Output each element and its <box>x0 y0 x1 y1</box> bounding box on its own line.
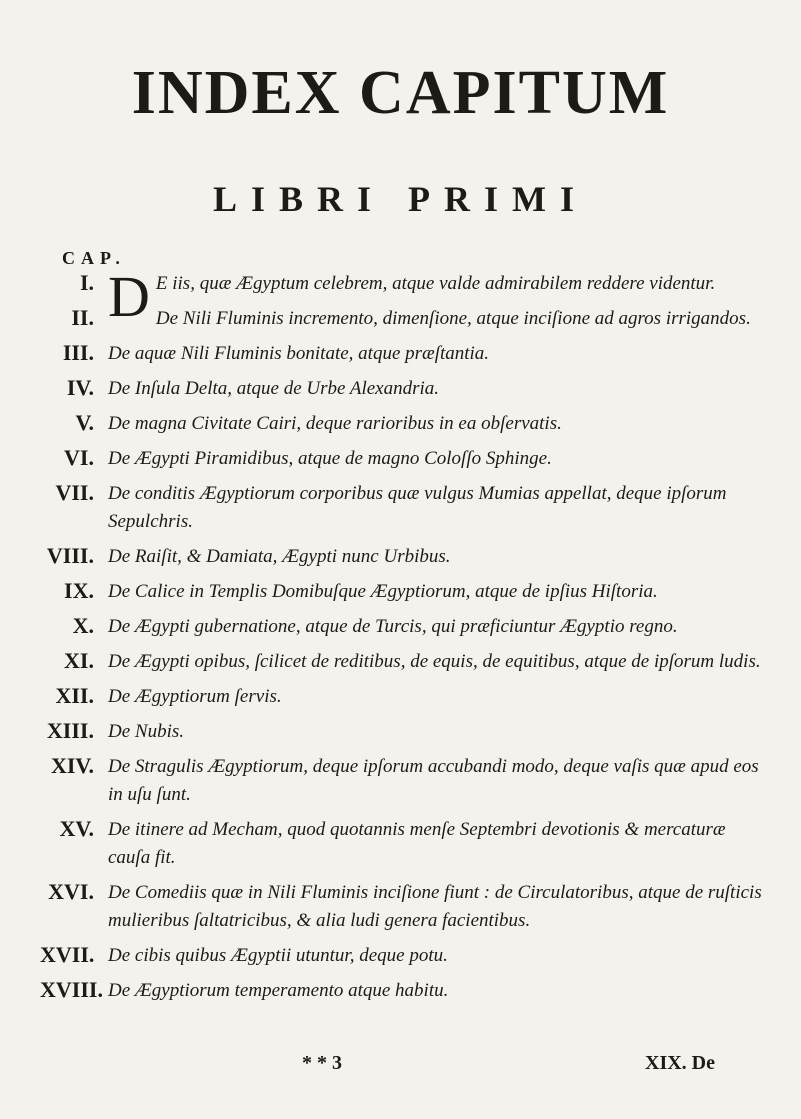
chapter-number: XII. <box>55 683 94 708</box>
chapter-number: XIV. <box>50 753 94 778</box>
signature-mark: * * 3 <box>302 1052 342 1074</box>
chapter-title <box>108 977 770 1005</box>
chapter-entry <box>40 816 770 872</box>
chapter-title-text: De Ægypti opibus, ſcilicet de reditibus, de equis, de equitibus, atque de ipſorum ludis. <box>108 651 761 672</box>
chapter-title <box>108 445 770 473</box>
chapter-title-text: De Ægyptiorum temperamento atque habitu. <box>108 980 449 1001</box>
chapter-title-text: De Nubis. <box>108 721 184 742</box>
chapter-title-text: De cibis quibus Ægyptii utuntur, deque potu. <box>108 945 448 966</box>
chapter-title <box>108 753 770 809</box>
chapter-number: VIII. <box>46 543 94 568</box>
chapter-entry <box>40 375 770 403</box>
chapter-title-text: De magna Civitate Cairi, deque rarioribus in ea obſervatis. <box>108 413 562 434</box>
chapter-title <box>108 718 770 746</box>
chapter-entry <box>40 340 770 368</box>
chapter-number: XVII. <box>40 942 95 967</box>
chapter-entry <box>40 718 770 746</box>
chapter-title <box>108 305 770 333</box>
chapter-title <box>108 613 770 641</box>
chapter-entry <box>40 480 770 536</box>
chapter-entry <box>40 879 770 935</box>
chapter-title <box>108 480 770 536</box>
chapter-title-text: De itinere ad Mecham, quod quotannis menſe Septembri devotionis & mercaturæ cauſa fit. <box>108 819 726 868</box>
chapter-title <box>108 879 770 935</box>
chapter-number: I. <box>79 270 94 295</box>
chapter-label: CAP. <box>62 248 126 268</box>
chapter-number: XVIII. <box>40 977 103 1002</box>
chapter-entry <box>40 410 770 438</box>
chapter-title <box>108 683 770 711</box>
chapter-title-text: De Nili Fluminis incremento, dimenſione, atque inciſione ad agros irrigandos. <box>155 308 751 329</box>
chapter-title-text: E iis, quæ Ægyptum celebrem, atque valde admirabilem reddere videntur. <box>155 273 716 294</box>
chapter-number: VII. <box>55 480 94 505</box>
chapter-number: XIII. <box>46 718 94 743</box>
chapter-title-text: De Ægypti gubernatione, atque de Turcis, qui præficiuntur Ægyptio regno. <box>108 616 678 637</box>
chapter-entry <box>40 578 770 606</box>
chapter-title-text: De conditis Ægyptiorum corporibus quæ vulgus Mumias appellat, deque ipſorum Sepulchris. <box>108 483 727 532</box>
chapter-number: X. <box>72 613 94 638</box>
page-footer <box>0 1052 801 1082</box>
chapter-number: V. <box>75 410 94 435</box>
chapter-number: XVI. <box>48 879 94 904</box>
chapter-number: II. <box>71 305 94 330</box>
chapter-number: IV. <box>66 375 94 400</box>
chapter-number: XI. <box>64 648 94 673</box>
chapter-title-text: De Stragulis Ægyptiorum, deque ipſorum accubandi modo, deque vaſis quæ apud eos in uſu ſunt. <box>108 756 759 805</box>
chapter-entry <box>40 753 770 809</box>
chapter-title <box>108 340 770 368</box>
chapter-title <box>108 578 770 606</box>
chapter-entry <box>40 648 770 676</box>
chapter-title-text: De Raiſit, & Damiata, Ægypti nunc Urbibus. <box>108 546 451 567</box>
chapter-title-text: De Comediis quæ in Nili Fluminis inciſione fiunt : de Circulatoribus, atque de ruſticis mulieribus ſaltatricibus, & alia ludi genera facientibus. <box>108 882 762 931</box>
chapter-title <box>108 648 770 676</box>
chapter-title-text: De Inſula Delta, atque de Urbe Alexandria. <box>108 378 440 399</box>
chapter-title <box>108 543 770 571</box>
page-title: INDEX CAPITUM <box>131 59 670 127</box>
chapter-title <box>108 816 770 872</box>
drop-cap: D <box>108 264 150 329</box>
chapter-entry <box>40 942 770 970</box>
chapter-entry <box>40 683 770 711</box>
chapter-title <box>108 942 770 970</box>
chapter-title-text: De Ægypti Piramidibus, atque de magno Coloſſo Sphinge. <box>108 448 552 469</box>
chapter-number: IX. <box>64 578 94 603</box>
catchword: XIX. De <box>645 1052 715 1074</box>
chapter-list <box>40 264 770 1012</box>
chapter-entry <box>40 543 770 571</box>
page-subtitle: LIBRI PRIMI <box>212 179 589 219</box>
chapter-title-text: De aquæ Nili Fluminis bonitate, atque præſtantia. <box>108 343 490 364</box>
chapter-entry <box>40 445 770 473</box>
chapter-title <box>108 410 770 438</box>
chapter-number: III. <box>62 340 94 365</box>
chapter-number: XV. <box>59 816 94 841</box>
chapter-title-text: De Calice in Templis Domibuſque Ægyptiorum, atque de ipſius Hiſtoria. <box>108 581 658 602</box>
chapter-title-text: De Ægyptiorum ſervis. <box>108 686 282 707</box>
chapter-title <box>108 375 770 403</box>
chapter-entry <box>40 305 770 333</box>
chapter-entry <box>40 977 770 1005</box>
chapter-number: VI. <box>64 445 94 470</box>
chapter-entry <box>40 613 770 641</box>
